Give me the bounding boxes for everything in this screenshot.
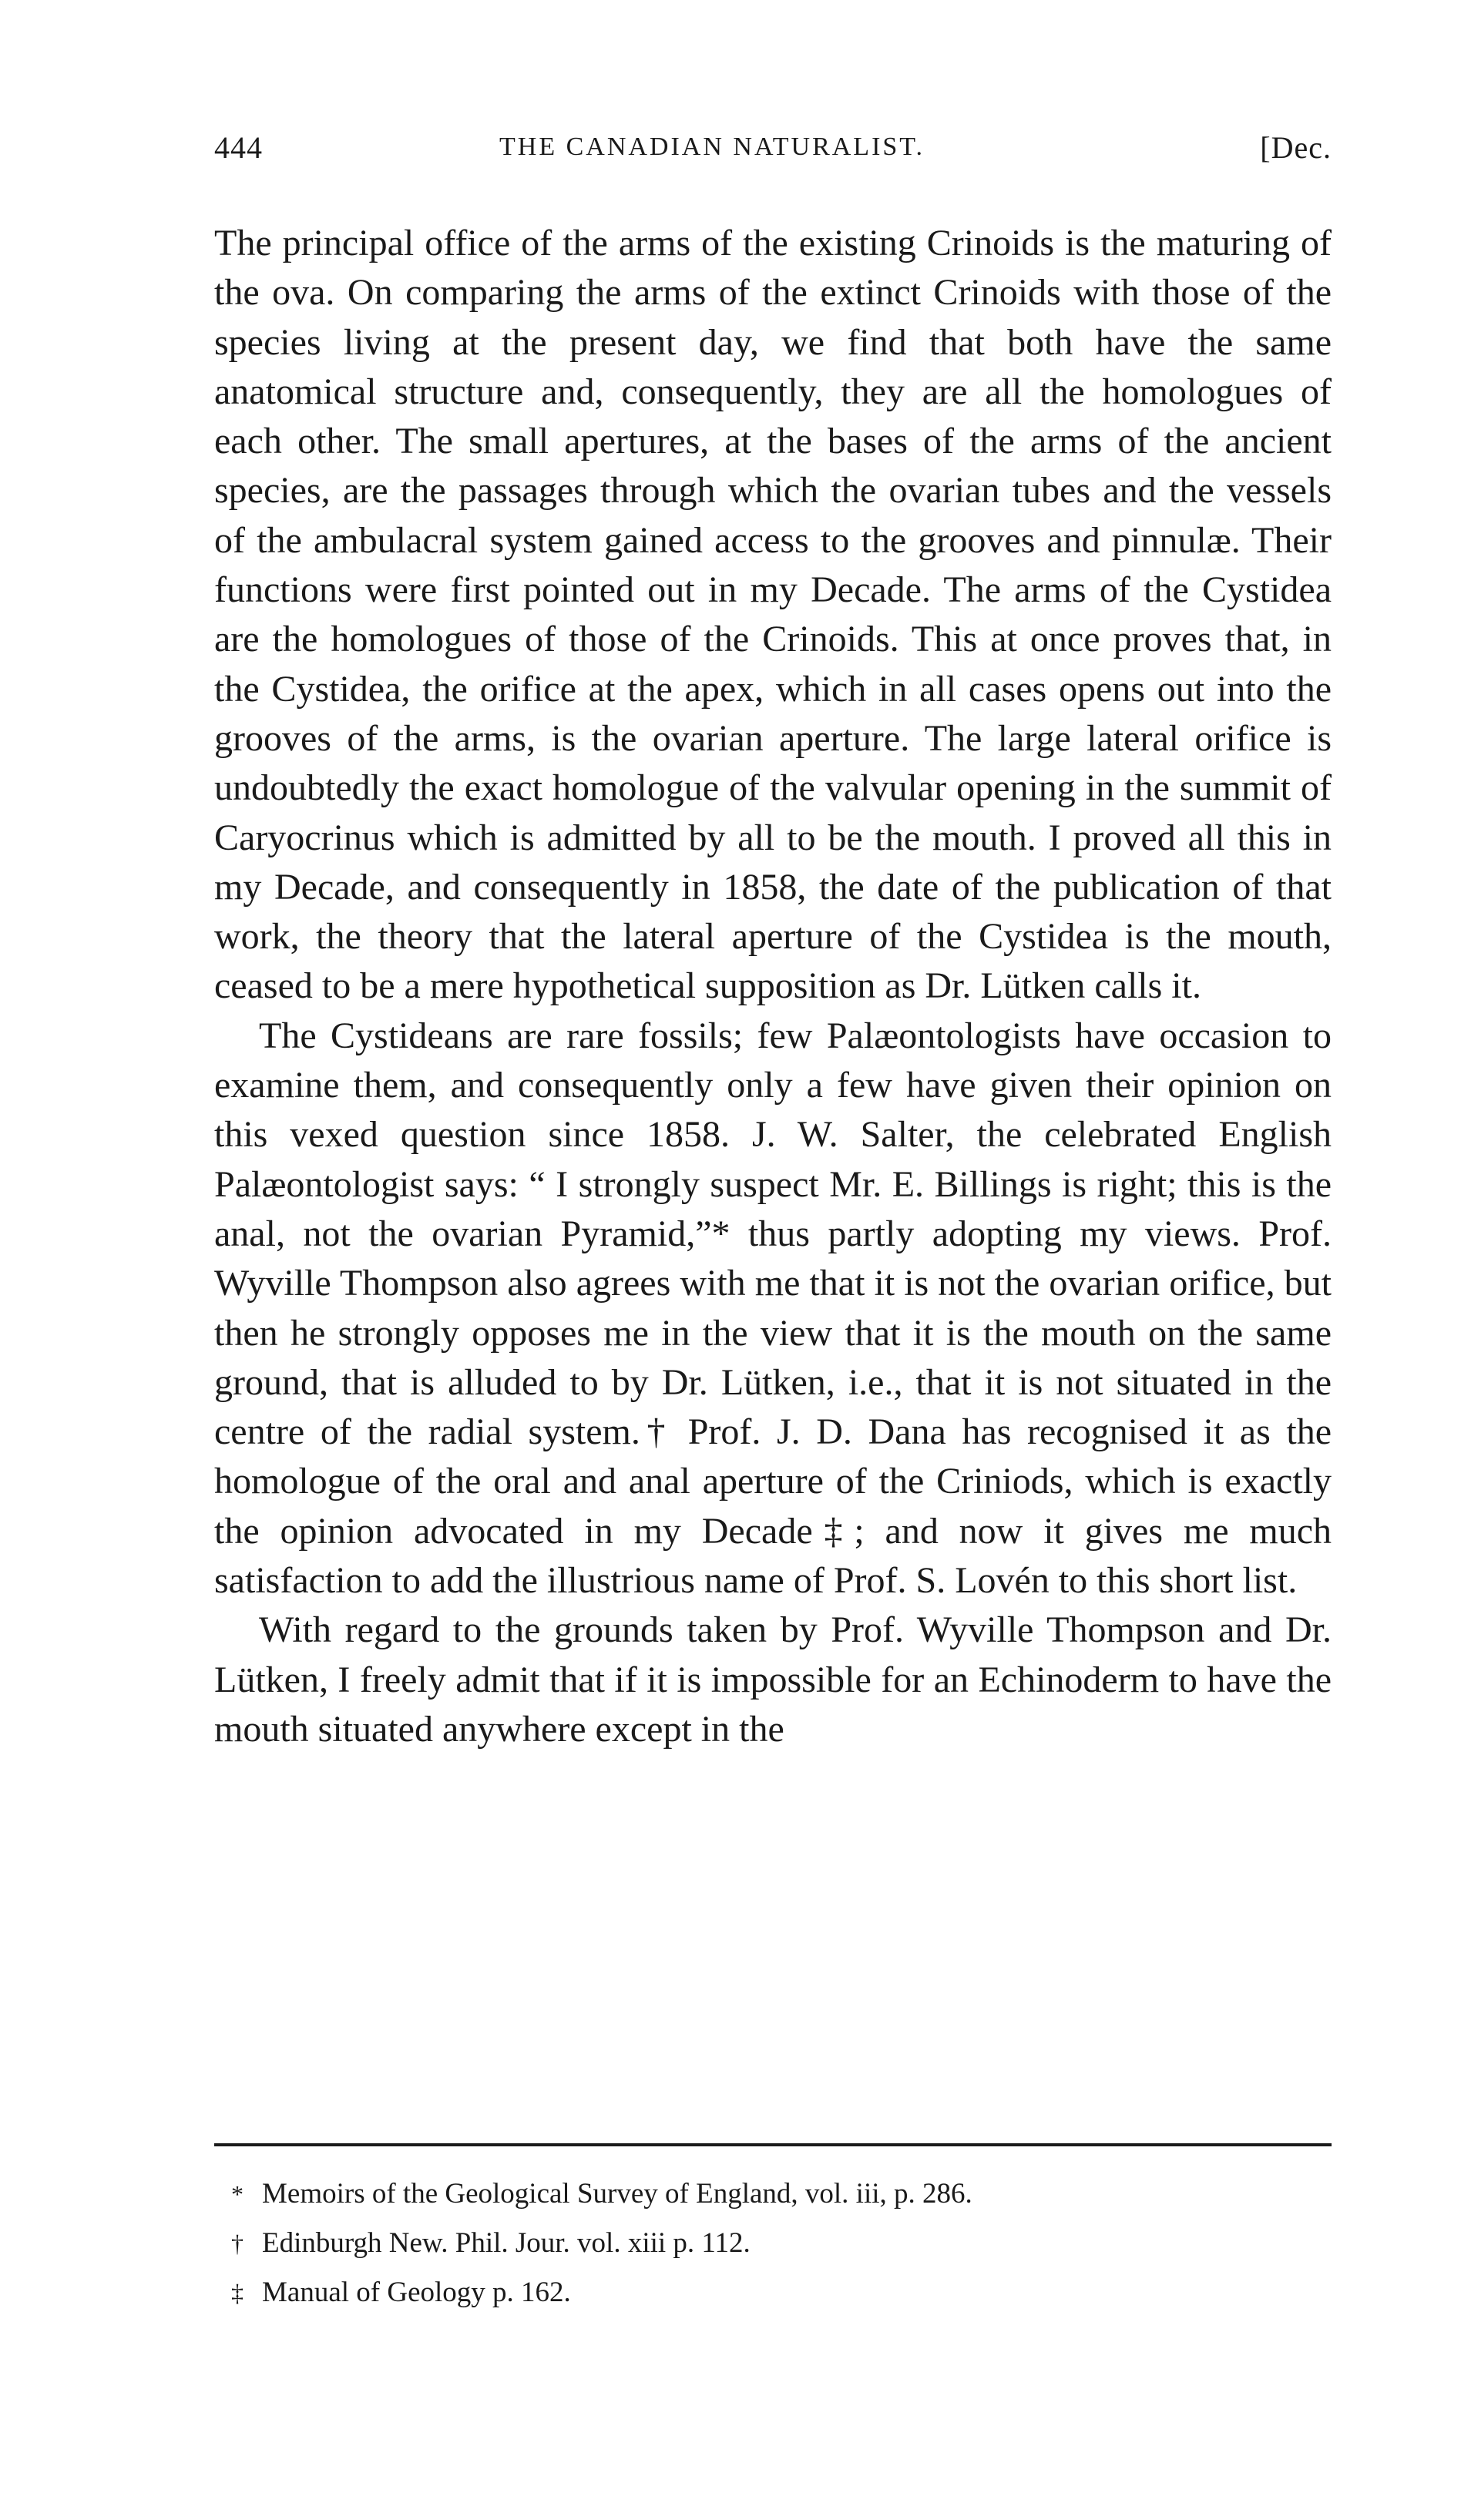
body-text (214, 219, 1332, 1754)
footnote-text: Manual of Geology p. 162. (262, 2277, 571, 2308)
page-header (214, 129, 1332, 183)
footnote-3 (231, 2268, 1310, 2317)
footnote-1 (231, 2169, 1310, 2219)
footnote-text: Edinburgh New. Phil. Jour. vol. xiii p. 112. (262, 2227, 751, 2259)
footnote-mark: * (231, 2180, 244, 2208)
footnote-divider (214, 2143, 1332, 2146)
footnote-2 (231, 2219, 1310, 2268)
footnote-text: Memoirs of the Geological Survey of England, vol. iii, p. 286. (262, 2178, 972, 2210)
paragraph-2: The Cystideans are rare fossils; few Palæontologists have occasion to examine them, and consequently only a few have given their opinion on this vexed question since 1858. J. W. Salter, the celebrated English Palæontologist says: “ I strongly suspect Mr. E. Billings is right; this is the anal, not the ovarian Pyramid,”* thus partly adopting my views. Prof. Wyville Thompson also agrees with me that it is not the ovarian orifice, but then he strongly opposes me in the view that it is the mouth on the same ground, that is alluded to by Dr. Lütken, i.e., that it is not situated in the centre of the radial system.† Prof. J. D. Dana has recognised it as the homologue of the oral and anal aperture of the Criniods, which is exactly the opinion advocated in my Decade‡; and now it gives me much satisfaction to add the illustrious name of Prof. S. Lovén to this short list. (214, 1015, 1332, 1602)
paragraph-1: The principal office of the arms of the existing Crinoids is the maturing of the ova. On comparing the arms of the extinct Crinoids with those of the species living at the present day, we find that both have the same anatomical structure and, consequently, they are all the homologues of each other. The small apertures, at the bases of the arms of the ancient species, are the passages through which the ovarian tubes and the vessels of the ambulacral system gained access to the grooves and pinnulæ. Their functions were first pointed out in my Decade. The arms of the Cystidea are the homologues of those of the Crinoids. This at once proves that, in the Cystidea, the orifice at the apex, which in all cases opens out into the grooves of the arms, is the ovarian aperture. The large lateral orifice is undoubtedly the exact homologue of the valvular opening in the summit of Caryocrinus which is admitted by all to be the mouth. I proved all this in my Decade, and consequently in 1858, the date of the publication of that work, the theory that the lateral aperture of the Cystidea is the mouth, ceased to be a mere hypothetical supposition as Dr. Lütken calls it. (214, 223, 1332, 1007)
footnote-mark: ‡ (231, 2279, 244, 2307)
page-number: 444 (214, 130, 263, 165)
footnote-mark: † (231, 2230, 244, 2257)
footnotes (231, 2169, 1310, 2317)
header-month: [Dec. (1260, 130, 1332, 165)
paragraph-3: With regard to the grounds taken by Prof. Wyville Thompson and Dr. Lütken, I freely admit that if it is impossible for an Echinoderm to have the mouth situated anywhere except in the (214, 1609, 1332, 1750)
running-title: THE CANADIAN NATURALIST. (499, 133, 925, 161)
